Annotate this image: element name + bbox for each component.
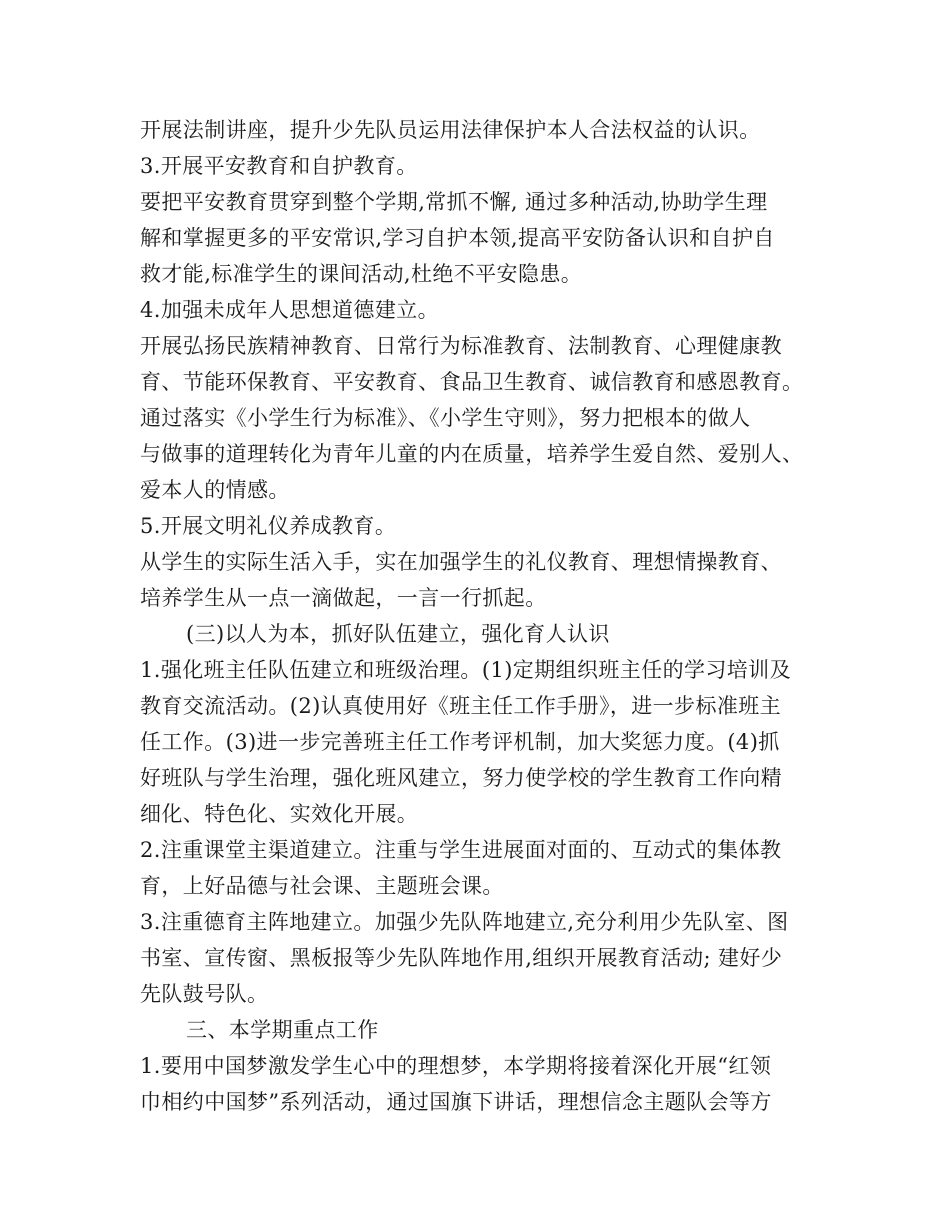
text-line: 爱本人的情感。 bbox=[140, 478, 290, 502]
text-line: 解和掌握更多的平安常识,学习自护本领,提高平安防备认识和自护自 bbox=[140, 226, 775, 250]
text-line: 通过落实《小学生行为标准》、《小学生守则》，努力把根本的做人 bbox=[140, 406, 751, 430]
text-line: 细化、特色化、实效化开展。 bbox=[140, 802, 419, 826]
list-item-heading: 4.加强未成年人思想道德建立。 bbox=[140, 298, 440, 322]
text-line: 开展法制讲座，提升少先队员运用法律保护本人合法权益的认识。 bbox=[140, 118, 761, 142]
text-line: 1.强化班主任队伍建立和班级治理。(1)定期组织班主任的学习培训及 bbox=[140, 658, 791, 682]
text-line: 书室、宣传窗、黑板报等少先队阵地作用,组织开展教育活动; 建好少 bbox=[140, 946, 783, 970]
text-line: 1.要用中国梦激发学生心中的理想梦，本学期将接着深化开展“红领 bbox=[140, 1054, 772, 1078]
list-item-heading: 5.开展文明礼仪养成教育。 bbox=[140, 514, 397, 538]
document-body bbox=[140, 112, 820, 1120]
text-line: 育、节能环保教育、平安教育、食品卫生教育、诚信教育和感恩教育。 bbox=[140, 370, 804, 394]
text-line: 育，上好品德与社会课、主题班会课。 bbox=[140, 874, 504, 898]
text-line: 培养学生从一点一滴做起，一言一行抓起。 bbox=[140, 586, 547, 610]
text-line: 开展弘扬民族精神教育、日常行为标准教育、法制教育、心理健康教 bbox=[140, 334, 782, 358]
text-line: 3.注重德育主阵地建立。加强少先队阵地建立,充分利用少先队室、图 bbox=[140, 910, 789, 934]
text-line: 任工作。(3)进一步完善班主任工作考评机制，加大奖惩力度。(4)抓 bbox=[140, 730, 780, 754]
text-line: 2.注重课堂主渠道建立。注重与学生进展面对面的、互动式的集体教 bbox=[140, 838, 782, 862]
text-line: 好班队与学生治理，强化班风建立，努力使学校的学生教育工作向精 bbox=[140, 766, 782, 790]
text-line: 从学生的实际生活入手，实在加强学生的礼仪教育、理想情操教育、 bbox=[140, 550, 782, 574]
list-item-heading: 3.开展平安教育和自护教育。 bbox=[140, 154, 418, 178]
section-heading: (三)以人为本，抓好队伍建立，强化育人认识 bbox=[186, 622, 610, 646]
text-line: 先队鼓号队。 bbox=[140, 982, 269, 1006]
text-line: 与做事的道理转化为青年儿童的内在质量，培养学生爱自然、爱别人、 bbox=[140, 442, 804, 466]
text-line: 巾相约中国梦”系列活动，通过国旗下讲话，理想信念主题队会等方 bbox=[140, 1090, 772, 1114]
section-heading: 三、本学期重点工作 bbox=[186, 1018, 379, 1042]
text-line: 要把平安教育贯穿到整个学期,常抓不懈, 通过多种活动,协助学生理 bbox=[140, 190, 768, 214]
text-line: 教育交流活动。(2)认真使用好《班主任工作手册》，进一步标准班主 bbox=[140, 694, 782, 718]
text-line: 救才能,标准学生的课间活动,杜绝不平安隐患。 bbox=[140, 262, 583, 286]
